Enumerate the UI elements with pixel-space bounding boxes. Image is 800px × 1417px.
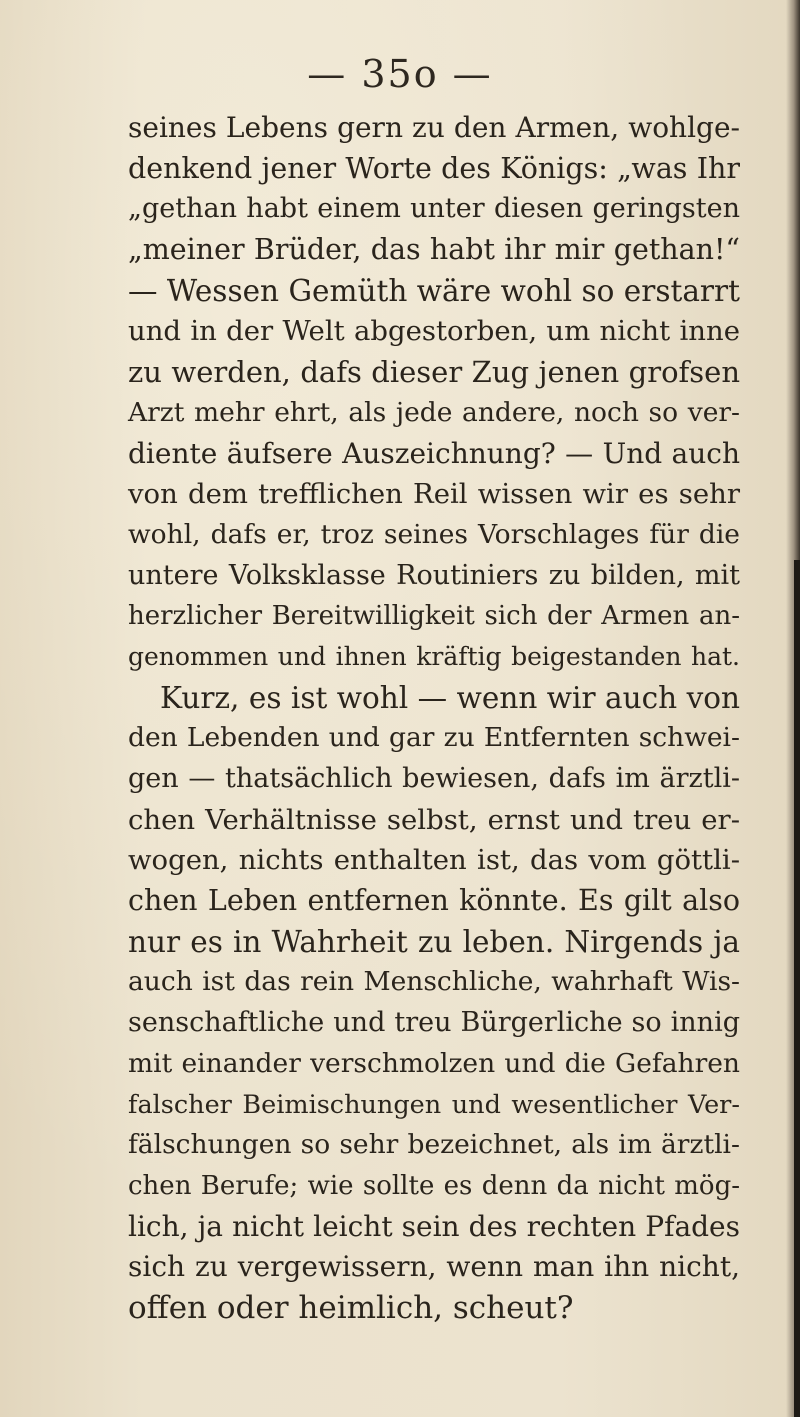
text-line: seines Lebens gern zu den Armen, wohlge- bbox=[128, 111, 740, 144]
page-number: — 35o — bbox=[307, 52, 493, 96]
text-line-paragraph-start: Kurz, es ist wohl — wenn wir auch von bbox=[160, 680, 740, 715]
text-line: chen Berufe; wie sollte es denn da nicht mög- bbox=[128, 1170, 740, 1201]
text-line: zu werden, dafs dieser Zug jenen grofsen bbox=[128, 355, 740, 390]
text-line: lich, ja nicht leicht sein des rechten Pfades bbox=[128, 1209, 740, 1243]
text-line: denkend jener Worte des Königs: „was Ihr bbox=[128, 151, 740, 185]
text-line: nur es in Wahrheit zu leben. Nirgends ja bbox=[128, 924, 740, 959]
text-line: fälschungen so sehr bezeichnet, als im ärztli- bbox=[128, 1129, 740, 1161]
text-line: — Wessen Gemüth wäre wohl so erstarrt bbox=[128, 273, 740, 308]
text-line-last: offen oder heimlich, scheut? bbox=[128, 1289, 574, 1326]
text-line: den Lebenden und gar zu Entfernten schwei- bbox=[128, 722, 740, 754]
text-line: sich zu vergewissern, wenn man ihn nicht, bbox=[128, 1250, 740, 1284]
text-line: chen Verhältnisse selbst, ernst und treu er- bbox=[128, 803, 740, 836]
text-line: senschaftliche und treu Bürgerliche so innig bbox=[128, 1007, 740, 1039]
text-line: untere Volksklasse Routiniers zu bilden, mit bbox=[128, 559, 740, 591]
text-line: genommen und ihnen kräftig beigestanden hat. bbox=[128, 641, 740, 671]
text-line: falscher Beimischungen und wesentlicher Ver- bbox=[128, 1089, 740, 1120]
text-line: „gethan habt einem unter diesen geringsten bbox=[128, 193, 740, 225]
text-line: diente äufsere Auszeichnung? — Und auch bbox=[128, 436, 740, 470]
text-line: auch ist das rein Menschliche, wahrhaft Wis- bbox=[128, 966, 740, 998]
text-line: wohl, dafs er, troz seines Vorschlages für die bbox=[128, 518, 740, 550]
text-line: chen Leben entfernen könnte. Es gilt also bbox=[128, 884, 740, 918]
page-edge-dark bbox=[794, 560, 800, 1417]
text-line: Arzt mehr ehrt, als jede andere, noch so ver- bbox=[128, 396, 740, 428]
text-line: und in der Welt abgestorben, um nicht inne bbox=[128, 315, 740, 348]
text-line: „meiner Brüder, das habt ihr mir gethan!“ bbox=[128, 233, 740, 267]
text-line: wogen, nichts enthalten ist, das vom göttli- bbox=[128, 844, 740, 877]
text-line: gen — thatsächlich bewiesen, dafs im ärztli- bbox=[128, 763, 740, 794]
text-line: von dem trefflichen Reil wissen wir es sehr bbox=[128, 478, 740, 511]
body-text bbox=[128, 108, 740, 1329]
text-line: herzlicher Bereitwilligkeit sich der Armen an- bbox=[128, 601, 740, 632]
text-line: mit einander verschmolzen und die Gefahren bbox=[128, 1047, 740, 1079]
